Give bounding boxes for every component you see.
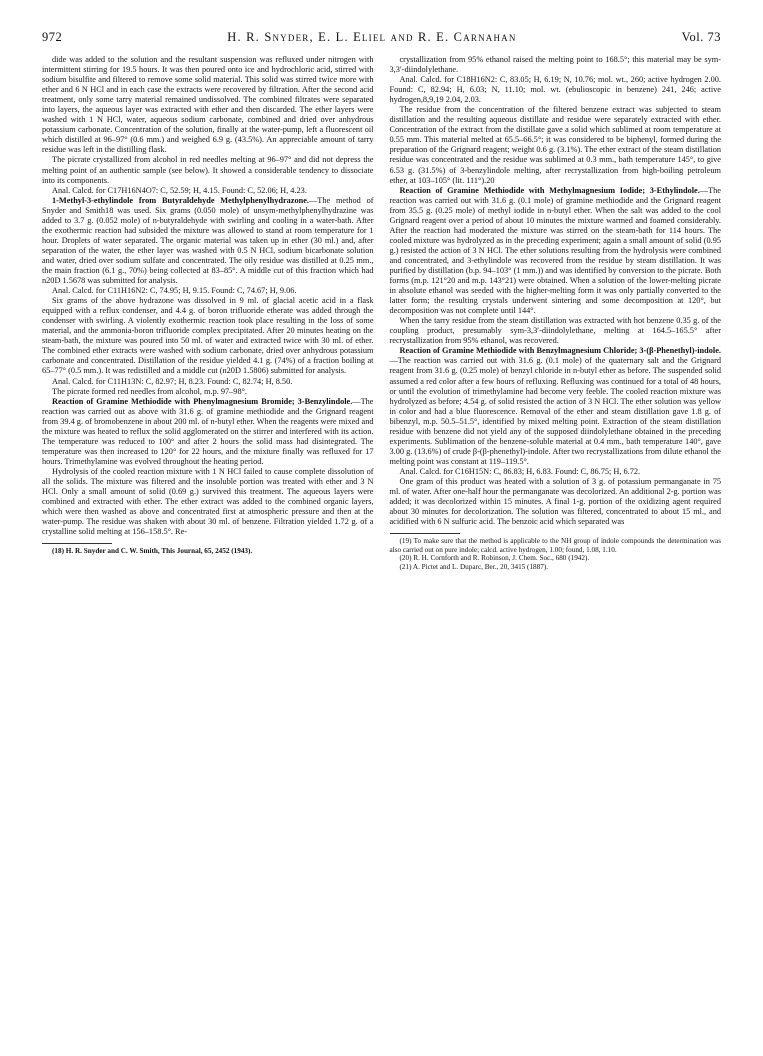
running-head xyxy=(42,30,721,45)
paragraph: One gram of this product was heated with a solution of 3 g. of potassium permanganate in 75 ml. of water. After one-half hour the permanganate was decolorized. An additional 2-g. portion was added; it was decolorized within 15 minutes. A final 1-g. portion of the oxidizing agent required about 30 minutes for decolorization. The solution was filtered, concentrated to about 15 ml., and acidified with 6 N sulfuric acid. The benzoic acid which separated was xyxy=(389,476,721,527)
paragraph: dide was added to the solution and the resultant suspension was refluxed under nitrogen with intermittent stirring for 19.5 hours. It was then poured onto ice and hydrochloric acid, stirred with sodium bisulfite and filtered to remove some solid material. This solid was stirred twice more with ether and 6 N HCl and in each case the extracts were recovered by filtration. After the second acid treatment, only some tarry material remained undissolved. The combined filtrates were separated into layers, the aqueous layer was extracted with ether and then discarded. The ether layers were washed with 1 N HCl, water, aqueous sodium carbonate, combined and dried over anhydrous potassium carbonate. Concentration of the solution, finally at the water-pump, left a fluorescent oil which distilled at 96–97° (0.6 mm.) and weighed 6.9 g. (43.5%). An appreciable amount of tarry residue was left in the distilling flask. xyxy=(42,55,374,155)
paragraph-text: —The method of Snyder and Smith18 was used. Six grams (0.050 mole) of unsym-methylphenylhydrazine was added to 3.7 g. (0.052 mole) of n-butyraldehyde with swirling and cooling in a water-bath. After the exothermic reaction had subsided the mixture was allowed to stand at room temperature for 1 hour. Droplets of water separated. The organic material was taken up in ether (30 ml.) and, after separation of the water, the ether layer was washed with 0.5 N HCl, sodium bicarbonate solution and water, dried over sodium sulfate and concentrated. The oily residue was distilled at 0.25 mm., the main fraction (6.1 g., 70%) being collected at 83–85°. A middle cut of this fraction which had n20D 1.5678 was submitted for analysis. xyxy=(42,195,374,286)
paragraph: Hydrolysis of the cooled reaction mixture with 1 N HCl failed to cause complete dissolution of all the solids. The mixture was filtered and the insoluble portion was treated with ether and 3 N HCl. Only a small amount of solid (0.69 g.) survived this treatment. The aqueous layers were combined and extracted with ether. The ether extract was added to the combined organic layers, which were then washed as above and concentrated first at atmospheric pressure and then at the water-pump. The residue was shaken with about 30 ml. of benzene. Filtration yielded 1.72 g. of a crystalline solid melting at 156–158.5°. Re- xyxy=(42,466,374,537)
volume-label: Vol. 73 xyxy=(681,30,721,44)
paragraph xyxy=(42,397,374,467)
paragraph: The picrate crystallized from alcohol in red needles melting at 96–97° and did not depress the melting point of an authentic sample (see below). It showed a considerable tendency to dissociate into its components. xyxy=(42,155,374,185)
paragraph-text: —The reaction was carried out as above with 31.6 g. of gramine methiodide and the Grignard reagent from 39.4 g. of bromobenzene in about 200 ml. of n-butyl ether. When the reagents were mixed and the mixture was heated to reflux the solid agglomerated on the stirrer and interfered with its action. The temperature was reduced to 100° and after 2 hours the solid mass had disintegrated. The temperature was then increased to 120° for 22 hours, and the mixture finally was refluxed for 17 hours. Trimethylamine was evolved throughout the heating period. xyxy=(42,396,374,466)
section-heading: Reaction of Gramine Methiodide with Benzylmagnesium Chloride; 3-(β-Phenethyl)-indole. xyxy=(399,346,721,356)
section-heading: Reaction of Gramine Methiodide with Methylmagnesium Iodide; 3-Ethylindole. xyxy=(399,185,700,195)
paragraph xyxy=(390,346,722,467)
footnote-rule xyxy=(390,533,460,534)
paragraph: Six grams of the above hydrazone was dissolved in 9 ml. of glacial acetic acid in a flask equipped with a reflux condenser, and 4.4 g. of boron trifluoride etherate was added through the condenser with swirling. A violently exothermic reaction took place resulting in the loss of some material, and the ammonia-boron trifluoride complex precipitated. After 20 minutes heating on the steam-bath, the mixture was poured into 50 ml. of water and extracted twice with 30 ml. of ether. The combined ether extracts were washed with sodium carbonate, dried over anhydrous potassium carbonate and concentrated. Distillation of the residue yielded 4.1 g. (74%) of a fraction boiling at 65–77° (0.5 mm.). It was redistilled and a middle cut (n20D 1.5806) submitted for analysis. xyxy=(42,296,374,376)
section-heading: 1-Methyl-3-ethylindole from Butyraldehyde Methylphenylhydrazone. xyxy=(52,195,309,205)
paragraph-text: —The reaction was carried out with 31.6 g. (0.1 mole) of the quaternary salt and the Grignard reagent from 31.6 g. (0.25 mole) of benzyl chloride in n-butyl ether as before. The suspended solid assumed a red color after a few hours of refluxing. Refluxing was continued for a total of 48 hours, or until the evolution of trimethylamine had become very feeble. The cooled reaction mixture was hydrolyzed as before; 4.54 g. of solid resisted the action of 3 N HCl. The ether solution was yellow in color and had a blue fluorescence. Removal of the ether and steam distillation gave 1.8 g. of bibenzyl, m.p. 50.5–51.5°, identified by mixed melting point. Extraction of the steam distillation residue with benzene did not yield any of the supposed diindolylethane obtained in the preceding experiments. Sublimation of the benzene-soluble material at 0.4 mm., bath temperature 140°, gave 3.00 g. (13.6%) of crude β-(β-phenethyl)-indole. After two recrystallizations from dilute ethanol the melting point was constant at 119–119.5°. xyxy=(389,356,721,466)
paragraph: The residue from the concentration of the filtered benzene extract was subjected to steam distillation and the resulting aqueous distillate and residue were separately extracted with ether. Concentration of the extract from the distillate gave a solid which sublimed at room temperature at 0.55 mm. This material melted at 65.5–66.5°; it was considered to be biphenyl, formed during the preparation of the Grignard reagent; weight 0.6 g. (3.1%). The ether extract of the steam distillation residue was concentrated and the residue was sublimed at 0.3 mm., bath temperature 145°, to give 6.53 g. (31.5%) of 3-benzylindole melting, after recrystallization from high-boiling petroleum ether, at 103–105° (lit. 111°).20 xyxy=(389,105,721,185)
paragraph: Anal. Calcd. for C16H15N: C, 86.83; H, 6.83. Found: C, 86.75; H, 6.72. xyxy=(399,466,641,476)
paragraph: Anal. Calcd. for C11H13N: C, 82.97; H, 8.23. Found: C, 82.74; H, 8.50. xyxy=(52,376,293,386)
footnote: (21) A. Pictet and L. Duparc, Ber., 20, 3415 (1887). xyxy=(399,562,549,571)
paragraph xyxy=(42,196,374,286)
footnote: (19) To make sure that the method is applicable to the NH group of indole compounds the determination was also carried out on pure indole; calcd. active hydrogen, 1.00; found, 1.08, 1.10. xyxy=(389,537,721,554)
footnote: (18) H. R. Snyder and C. W. Smith, This Journal, 65, 2452 (1943). xyxy=(52,547,253,556)
paragraph-text: —The reaction was carried out with 31.6 g. (0.1 mole) of gramine methiodide and the Grignard reagent from 35.5 g. (0.25 mole) of methyl iodide in n-butyl ether. When the salt was added to the cool Grignard reagent over a period of about 10 minutes the mixture warmed and foamed considerably. After the reaction had moderated the mixture was stirred on the steam-bath for 114 hours. The cooled mixture was hydrolyzed as in the preceding experiment; again a small amount of solid (0.95 g.) resisted the action of 3 N HCl. The ether solutions resulting from the hydrolysis were combined and concentrated, and 3-ethylindole was recovered from the residue by steam distillation. It was purified by distillation (b.p. 94–103° (1 mm.)) and was identified by conversion to the picrate. Both forms (m.p. 121°20 and m.p. 143°21) were obtained. When a solution of the lower-melting picrate in absolute ethanol was seeded with the higher-melting form it was only partially converted to the latter form; the resulting crystals underwent sintering and some decomposition at 120°, but decomposition was not complete until 144°. xyxy=(389,185,721,316)
paragraph xyxy=(390,186,722,317)
paragraph: Anal. Calcd. for C11H16N2: C, 74.95; H, 9.15. Found: C, 74.67; H, 9.06. xyxy=(52,286,297,296)
section-heading: Reaction of Gramine Methiodide with Phenylmagnesium Bromide; 3-Benzylindole. xyxy=(52,396,353,406)
paragraph: crystallization from 95% ethanol raised the melting point to 168.5°; this material may be sym-3,3′-diindolylethane. xyxy=(389,55,721,75)
right-column xyxy=(390,55,722,572)
footnote-rule xyxy=(42,543,112,544)
page-number: 972 xyxy=(42,30,63,44)
paragraph: The picrate formed red needles from alcohol, m.p. 97–98°. xyxy=(52,386,248,396)
paragraph: When the tarry residue from the steam distillation was extracted with hot benzene 0.35 g. of the coupling product, presumably sym-3,3′-diindolylethane, melting at 164.5–165.5° after recrystallization from 95% ethanol, was recovered. xyxy=(389,316,721,346)
footnote: (20) R. H. Cornforth and R. Robinson, J. Chem. Soc., 680 (1942). xyxy=(399,554,590,563)
left-column xyxy=(42,55,374,556)
paragraph: Anal. Calcd. for C18H16N2: C, 83.05; H, 6.19; N, 10.76; mol. wt., 260; active hydrogen 2.00. Found: C, 82.94; H, 6.03; N, 11.10; mol. wt. (ebulioscopic in benzene) 241, 246; active hydrogen,8,9,19 2.04, 2.03. xyxy=(389,75,721,105)
paragraph: Anal. Calcd. for C17H16N4O7: C, 52.59; H, 4.15. Found: C, 52.06; H, 4.23. xyxy=(52,185,307,195)
author-line: H. R. Snyder, E. L. Eliel and R. E. Carnahan xyxy=(227,30,517,44)
